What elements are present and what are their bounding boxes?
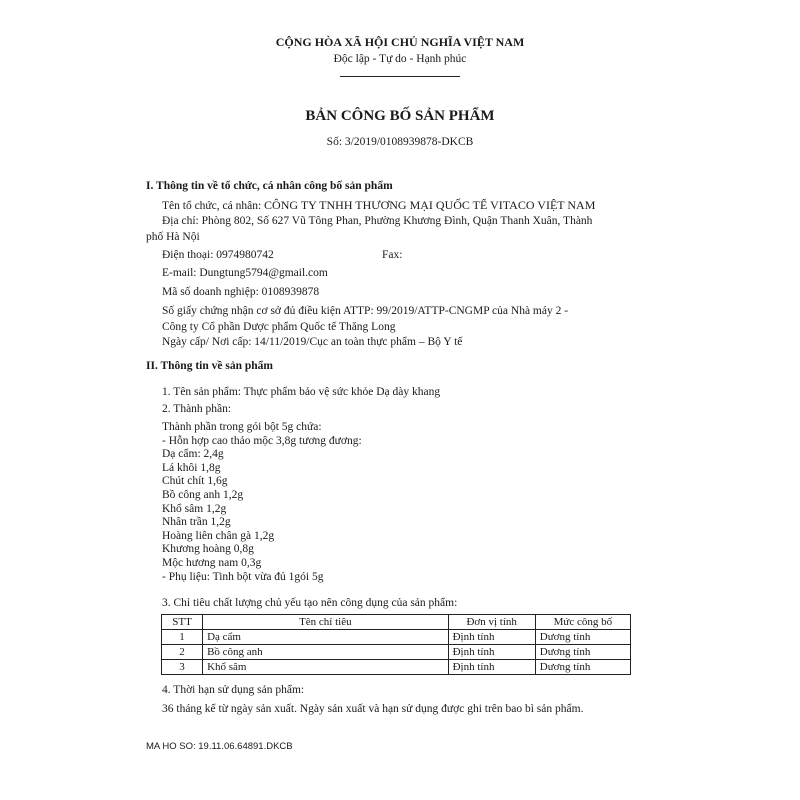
tax-code: Mã số doanh nghiệp: 0108939878 [162, 286, 320, 298]
ingredient-line: Dạ cẩm: 2,4g [162, 448, 224, 461]
cell-unit: Định tính [448, 660, 535, 675]
cell-stt: 1 [162, 630, 203, 645]
issue-info: Ngày cấp/ Nơi cấp: 14/11/2019/Cục an toàn thực phẩm – Bộ Y tế [162, 336, 463, 348]
cell-unit: Định tính [448, 645, 535, 660]
ingredient-line: Lá khôi 1,8g [162, 461, 221, 474]
ingredients-list [162, 421, 362, 584]
quality-heading: 3. Chỉ tiêu chất lượng chủ yếu tạo nên công dụng của sản phẩm: [162, 597, 458, 609]
fax: Fax: [382, 249, 403, 261]
cell-standard: Dương tính [535, 630, 630, 645]
cell-stt: 2 [162, 645, 203, 660]
cell-standard: Dương tính [535, 660, 630, 675]
file-code: MA HO SO: 19.11.06.64891.DKCB [146, 741, 293, 752]
cell-unit: Định tính [448, 630, 535, 645]
ingredient-line: Chút chít 1,6g [162, 475, 228, 488]
ingredient-line: Khương hoàng 0,8g [162, 543, 254, 556]
ingredients-heading: 2. Thành phần: [162, 403, 232, 415]
quality-table [161, 614, 631, 675]
table-row [162, 645, 631, 660]
ingredient-line: - Hỗn hợp cao thảo mộc 3,8g tương đương: [162, 434, 362, 447]
cell-name: Bồ công anh [203, 645, 449, 660]
col-header-stt: STT [162, 615, 203, 630]
product-name: 1. Tên sản phẩm: Thực phẩm bảo vệ sức khỏe Dạ dày khang [162, 386, 441, 398]
motto-underline [340, 76, 460, 77]
table-header-row [162, 615, 631, 630]
cell-name: Dạ cẩm [203, 630, 449, 645]
table-row [162, 660, 631, 675]
col-header-unit: Đơn vị tính [448, 615, 535, 630]
nation-heading: CỘNG HÒA XÃ HỘI CHỦ NGHĨA VIỆT NAM [275, 35, 525, 49]
address-line-1: Địa chỉ: Phòng 802, Số 627 Vũ Tông Phan, Phường Khương Đình, Quận Thanh Xuân, Thành [162, 215, 593, 227]
org-label: Tên tổ chức, cá nhân: [162, 200, 265, 212]
ingredient-line: Khổ sâm 1,2g [162, 502, 227, 515]
address-line-2: phố Hà Nội [146, 231, 200, 243]
org-name: CÔNG TY TNHH THƯƠNG MẠI QUỐC TẾ VITACO VIỆT NAM [264, 198, 596, 212]
shelf-life-text: 36 tháng kể từ ngày sản xuất. Ngày sản xuất và hạn sử dụng được ghi trên bao bì sản phẩm. [162, 703, 584, 715]
shelf-life-heading: 4. Thời hạn sử dụng sản phẩm: [162, 684, 305, 696]
cell-stt: 3 [162, 660, 203, 675]
ingredient-line: Mộc hương nam 0,3g [162, 556, 262, 569]
email: E-mail: Dungtung5794@gmail.com [162, 267, 328, 279]
cell-standard: Dương tính [535, 645, 630, 660]
ingredient-line: Thành phần trong gói bột 5g chứa: [162, 421, 322, 433]
phone: Điện thoại: 0974980742 [162, 249, 274, 261]
ingredient-line: Bồ công anh 1,2g [162, 488, 244, 501]
document-number: Số: 3/2019/0108939878-DKCB [326, 136, 474, 148]
section1-heading: I. Thông tin về tổ chức, cá nhân công bố sản phẩm [146, 180, 393, 192]
ingredient-line: - Phụ liệu: Tinh bột vừa đủ 1gói 5g [162, 570, 324, 583]
section2-heading: II. Thông tin về sản phẩm [146, 360, 273, 372]
ingredient-line: Hoàng liên chân gà 1,2g [162, 529, 275, 542]
cert-line-1: Số giấy chứng nhận cơ sở đủ điều kiện ATTP: 99/2019/ATTP-CNGMP của Nhà máy 2 - [162, 305, 569, 317]
col-header-name: Tên chỉ tiêu [203, 615, 449, 630]
ingredient-line: Nhân trần 1,2g [162, 516, 231, 529]
cell-name: Khổ sâm [203, 660, 449, 675]
table-row [162, 630, 631, 645]
document-title: BẢN CÔNG BỐ SẢN PHẨM [305, 108, 495, 124]
col-header-standard: Mức công bố [535, 615, 630, 630]
cert-line-2: Công ty Cổ phần Dược phẩm Quốc tế Thăng Long [162, 321, 396, 333]
motto: Độc lập - Tự do - Hạnh phúc [333, 53, 467, 65]
org-line [162, 198, 595, 213]
